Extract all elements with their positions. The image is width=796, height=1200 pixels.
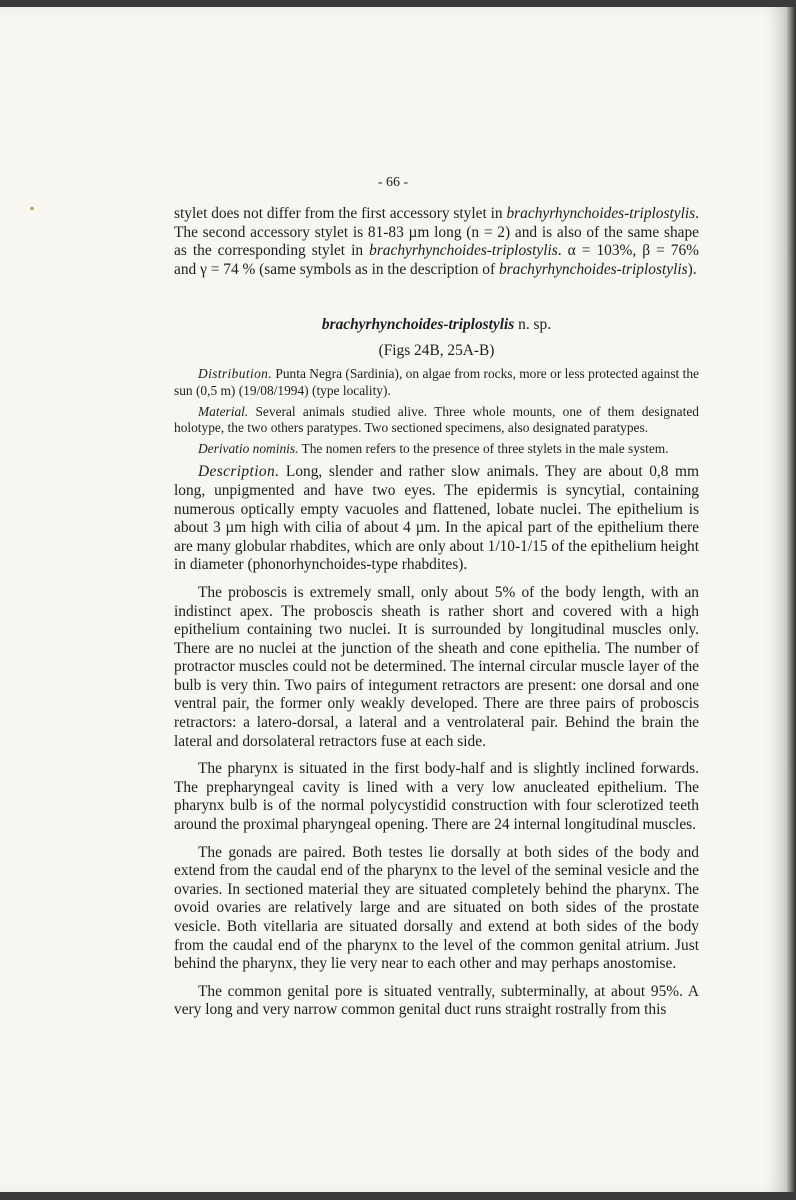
margin-speck: [30, 207, 34, 210]
species-heading: [174, 316, 699, 334]
description-text: Long, slender and rather slow animals. They are about 0,8 mm long, unpigmented and have two eyes. The epidermis is syncytial, containing numerous optically empty vacuoles and flattened, lobate nuclei. The epithelium is about 3 µm high with cilia of about 4 µm. In the apical part of the epithelium there are many globular rhabdites, which are only about 1/10-1/15 of the epithelium height in diameter (phonorhynchoides-type rhabdites).: [174, 463, 699, 574]
derivatio-label: Derivatio nominis.: [198, 440, 299, 456]
genital-pore-paragraph: The common genital pore is situated ventrally, subterminally, at about 95%. A very long and very narrow common genital duct runs straight rostrally from this: [174, 982, 699, 1019]
material-label: Material.: [198, 403, 249, 419]
intro-species-3: brachyrhynchoides-triplostylis: [498, 260, 688, 278]
page-body: [174, 205, 699, 1020]
intro-text-2: . The second accessory stylet is 81-83 µm long (n = 2) and is also of the same shape as the corresponding stylet in: [174, 205, 699, 260]
intro-text-1: stylet does not differ from the first accessory stylet in: [174, 205, 507, 222]
material-text: Several animals studied alive. Three whole mounts, one of them designated holotype, the two others paratypes. Two sectioned specimens, also designated paratypes.: [174, 403, 699, 436]
gonads-paragraph: The gonads are paired. Both testes lie dorsally at both sides of the body and extend from the caudal end of the pharynx to the level of the seminal vesicle and the ovaries. In sectioned material they are situated completely behind the pharynx. The ovoid ovaries are relatively large and are situated on both sides of the prostate vesicle. Both vitellaria are situated dorsally and extend at both sides of the body from the caudal end of the pharynx to the level of the common genital atrium. Just behind the pharynx, they lie very near to each other and may perhaps anostomise.: [174, 843, 699, 973]
pharynx-paragraph: The pharynx is situated in the first body-half and is slightly inclined forwards. The prepharyngeal cavity is lined with a very low anucleated epithelium. The pharynx bulb is of the normal polycystidid construction with four sclerotized teeth around the proximal pharyngeal opening. There are 24 internal longitudinal muscles.: [174, 760, 699, 834]
intro-text-4: ).: [687, 260, 697, 278]
proboscis-paragraph: The proboscis is extremely small, only about 5% of the body length, with an indistinct apex. The proboscis sheath is rather short and covered with a high epithelium containing two nuclei. It is surrounded by longitudinal muscles only. There are no nuclei at the junction of the sheath and cone epithelia. The number of protractor muscles could not be determined. The internal circular muscle layer of the bulb is very thin. Two pairs of integument retractors are present: one dorsal and one ventral pair, the former only weakly developed. There are three pairs of proboscis retractors: a latero-dorsal, a lateral and a ventrolateral pair. Behind the brain the lateral and dorsolateral retractors fuse at each side.: [174, 583, 699, 750]
material-paragraph: [174, 404, 699, 437]
derivatio-paragraph: [174, 441, 699, 458]
page-number: - 66 -: [377, 175, 409, 190]
distribution-paragraph: [174, 366, 699, 399]
derivatio-text: The nomen refers to the presence of three stylets in the male system.: [298, 440, 669, 456]
intro-species-1: brachyrhynchoides-triplostylis: [506, 205, 696, 222]
figure-reference: (Figs 24B, 25A-B): [378, 342, 495, 360]
intro-paragraph: [174, 205, 699, 279]
description-label: Description.: [198, 463, 280, 481]
distribution-label: Distribution.: [198, 366, 273, 382]
page-edge-shadow: [786, 7, 796, 1192]
intro-text-3: . α = 103%, β = 76% and γ = 74 % (same symbols as in the description of: [174, 242, 699, 278]
description-paragraph: [174, 463, 699, 575]
book-page: [0, 7, 786, 1192]
intro-species-2: brachyrhynchoides-triplostylis: [369, 242, 558, 260]
distribution-text: Punta Negra (Sardinia), on algae from rocks, more or less protected against the sun (0,5 m) (19/08/1994) (type locality).: [174, 366, 699, 398]
species-heading-suffix: n. sp.: [514, 316, 552, 334]
species-heading-name: brachyrhynchoides-triplostylis: [321, 316, 515, 334]
